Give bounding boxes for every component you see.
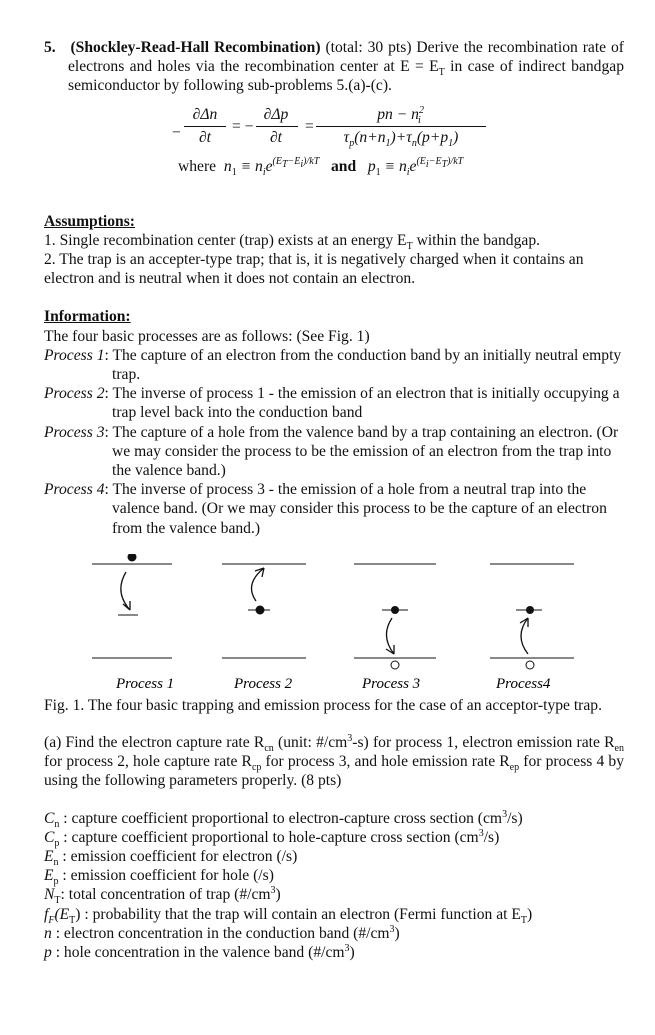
and-word: and <box>330 157 357 175</box>
problem-number: 5. <box>44 39 56 56</box>
param-cp: $C_p$ : capture coefficient proportional to hole-capture cross section $(cm^3/s)$ <box>44 827 500 849</box>
lhs1-numerator: ∂Δn <box>192 105 218 123</box>
process-3-diagram <box>354 564 436 669</box>
assumptions-section <box>44 212 624 289</box>
process-4-diagram <box>490 564 574 669</box>
equals-sign: = <box>305 117 314 135</box>
information-lead: The four basic processes are as follows: (See Fig. 1) <box>44 327 370 345</box>
subscript: T <box>438 67 445 79</box>
figure-caption: Fig. 1. The four basic trapping and emission process for the case of an acceptor-type trap. <box>44 696 602 714</box>
hole-circle <box>526 661 534 669</box>
rhs-numerator: pn − $n^2_i$ <box>377 104 424 126</box>
process-3-description: Process 3: The capture of a hole from the valence band by a trap containing an electron. (Or we may consider the process to be the emission of an electron from the trap into the valence band.) <box>44 423 619 480</box>
figure-label-process-4: Process4 <box>496 675 551 692</box>
electron-dot <box>526 606 534 614</box>
param-p: p : hole concentration in the valence band $(\#/cm^3)$ <box>44 942 355 962</box>
where-word: where <box>178 157 217 175</box>
assumptions-heading: Assumptions: <box>44 212 135 230</box>
problem-intro-tail: in case of indirect bandgap semiconductor by following sub-problems 5.(a)-(c). <box>68 58 624 95</box>
electron-dot <box>128 554 137 562</box>
figure-label-process-3: Process 3 <box>362 675 421 692</box>
part-a-question: (a) Find the electron capture rate $R_{cn}$ (unit: $\#/cm^3-s$) for process 1, electron emission rate $R_{en}$ for process 2, hole capture rate $R_{cp}$ for process 3, and hole emission rate $R_{ep}$ for process 4 by using the following parameters properly. (8 pts) <box>44 732 624 790</box>
electron-dot <box>391 606 399 614</box>
problem-intro: (total: 30 pts) Derive the recombination rate of electrons and holes via the recombination center at E = E <box>68 39 624 76</box>
process-4-description: Process 4: The inverse of process 3 - the emission of a hole from a neutral trap into the valence band. (Or we may consider this process to be the capture of an electron from the valence band.) <box>44 481 607 537</box>
param-en: $E_n$ : emission coefficient for electron (/s) <box>44 848 298 869</box>
information-heading: Information: <box>44 308 131 326</box>
problem-statement <box>44 38 624 96</box>
srh-equation <box>44 106 624 192</box>
hole-circle <box>391 661 399 669</box>
where-definitions: where $n_1 \equiv n_ie^{(E_T-E_i)/kT}$ and $p_1 \equiv n_ie^{(E_i-E_T)/kT}$ <box>178 156 464 178</box>
frac-bar <box>256 126 298 127</box>
process-2-diagram <box>222 564 306 658</box>
figure-label-process-2: Process 2 <box>234 675 293 692</box>
electron-dot <box>256 605 265 614</box>
assumption-1: 1. Single recombination center (trap) exists at an energy $E_T$ within the bandgap. <box>44 231 541 252</box>
lhs2-numerator: ∂Δp <box>263 105 289 123</box>
process-1-diagram <box>92 554 172 658</box>
equals-sign: = − <box>232 117 254 135</box>
parameter-list <box>44 809 624 963</box>
param-n: n : electron concentration in the conduction band $(\#/cm^3)$ <box>44 923 400 942</box>
param-ep: $E_p$ : emission coefficient for hole (/s) <box>44 867 274 888</box>
trap-process-figure <box>44 554 624 694</box>
figure-label-process-1: Process 1 <box>116 675 175 692</box>
rhs-denominator: $\tau_p(n+n_1)+\tau_n(p+p_1)$ <box>343 128 459 149</box>
lhs1-denominator: ∂t <box>198 128 212 146</box>
information-section <box>44 307 624 537</box>
minus-sign: − <box>172 123 181 141</box>
frac-bar <box>184 126 226 127</box>
param-nt: $N_T$: total concentration of trap $(\#/cm^3)$ <box>44 885 281 907</box>
process-1-description: Process 1: The capture of an electron from the conduction band by an initially neutral empty trap. <box>44 346 622 384</box>
param-ff: $f_F(E_T)$ : probability that the trap will contain an electron (Fermi function at $E_T$) <box>44 905 533 926</box>
document-page <box>44 38 624 962</box>
lhs2-denominator: ∂t <box>269 128 283 146</box>
process-2-description: Process 2: The inverse of process 1 - the emission of an electron that is initially occupying a trap level back into the conduction band <box>44 385 620 422</box>
frac-bar <box>316 126 486 127</box>
problem-title: (Shockley-Read-Hall Recombination) <box>70 39 321 56</box>
assumption-2: 2. The trap is an accepter-type trap; that is, it is negatively charged when it contains an electron and is neutral when it does not contain an electron. <box>44 251 584 288</box>
param-cn: $C_n$ : capture coefficient proportional to electron-capture cross section $(cm^3/s)$ <box>44 808 523 830</box>
